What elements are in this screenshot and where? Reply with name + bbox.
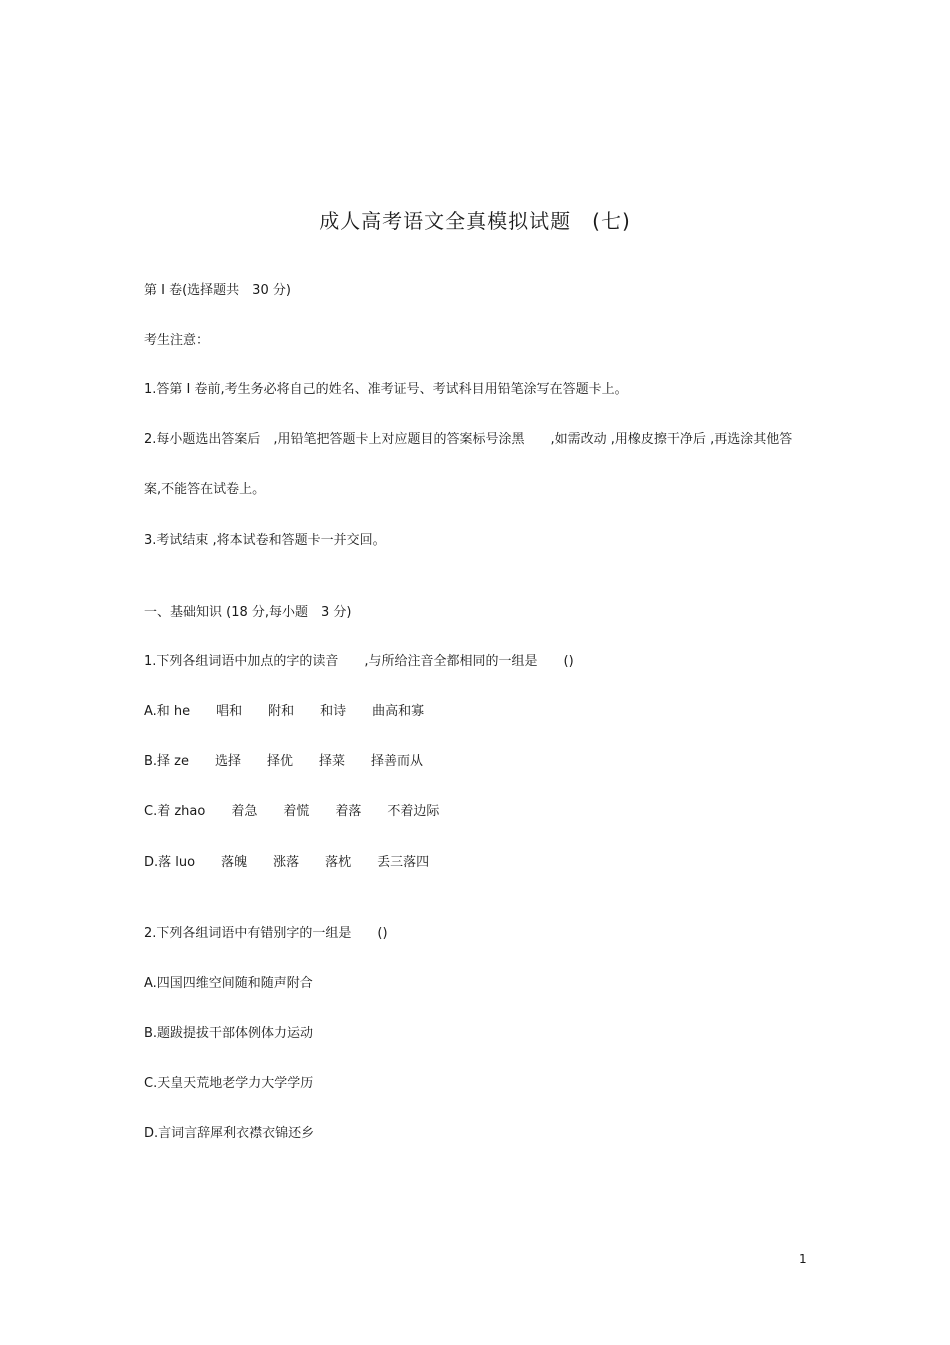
section-header: 第 I 卷(选择题共 30 分): [144, 283, 291, 298]
notice-heading: 考生注意：: [144, 333, 210, 348]
question-2-option-c: C.天皇天荒地老学力大学学历: [144, 1076, 314, 1091]
notice-item-1: 1.答第 I 卷前,考生务必将自己的姓名、准考证号、考试科目用铅笔涂写在答题卡上。: [144, 382, 628, 397]
question-2-option-d: D.言词言辞犀利衣襟衣锦还乡: [144, 1126, 315, 1141]
document-title: 成人高考语文全真模拟试题 (七): [319, 209, 631, 233]
question-2-option-b: B.题跋提拔干部体例体力运动: [144, 1026, 314, 1041]
question-2-option-a: A.四国四维空间随和随声附合: [144, 976, 313, 991]
question-1-option-d: D.落 luo 落魄 涨落 落枕 丢三落四: [144, 855, 430, 870]
question-1-stem: 1.下列各组词语中加点的字的读音 ,与所给注音全都相同的一组是 (): [144, 654, 574, 669]
notice-item-3: 3.考试结束 ,将本试卷和答题卡一并交回。: [144, 533, 386, 548]
question-1-option-a: A.和 he 唱和 附和 和诗 曲高和寡: [144, 704, 425, 719]
question-1-option-c: C.着 zhao 着急 着慌 着落 不着边际: [144, 804, 440, 819]
question-1-option-b: B.择 ze 选择 择优 择菜 择善而从: [144, 754, 424, 769]
notice-item-2-continued: 案,不能答在试卷上。: [144, 482, 266, 497]
question-2-stem: 2.下列各组词语中有错别字的一组是 (): [144, 926, 388, 941]
page-number: 1: [799, 1252, 807, 1266]
notice-item-2: 2.每小题选出答案后 ,用铅笔把答题卡上对应题目的答案标号涂黑 ,如需改动 ,用橡皮擦干净后 ,再选涂其他答: [144, 432, 793, 447]
part1-heading: 一、基础知识 (18 分,每小题 3 分): [144, 605, 352, 620]
